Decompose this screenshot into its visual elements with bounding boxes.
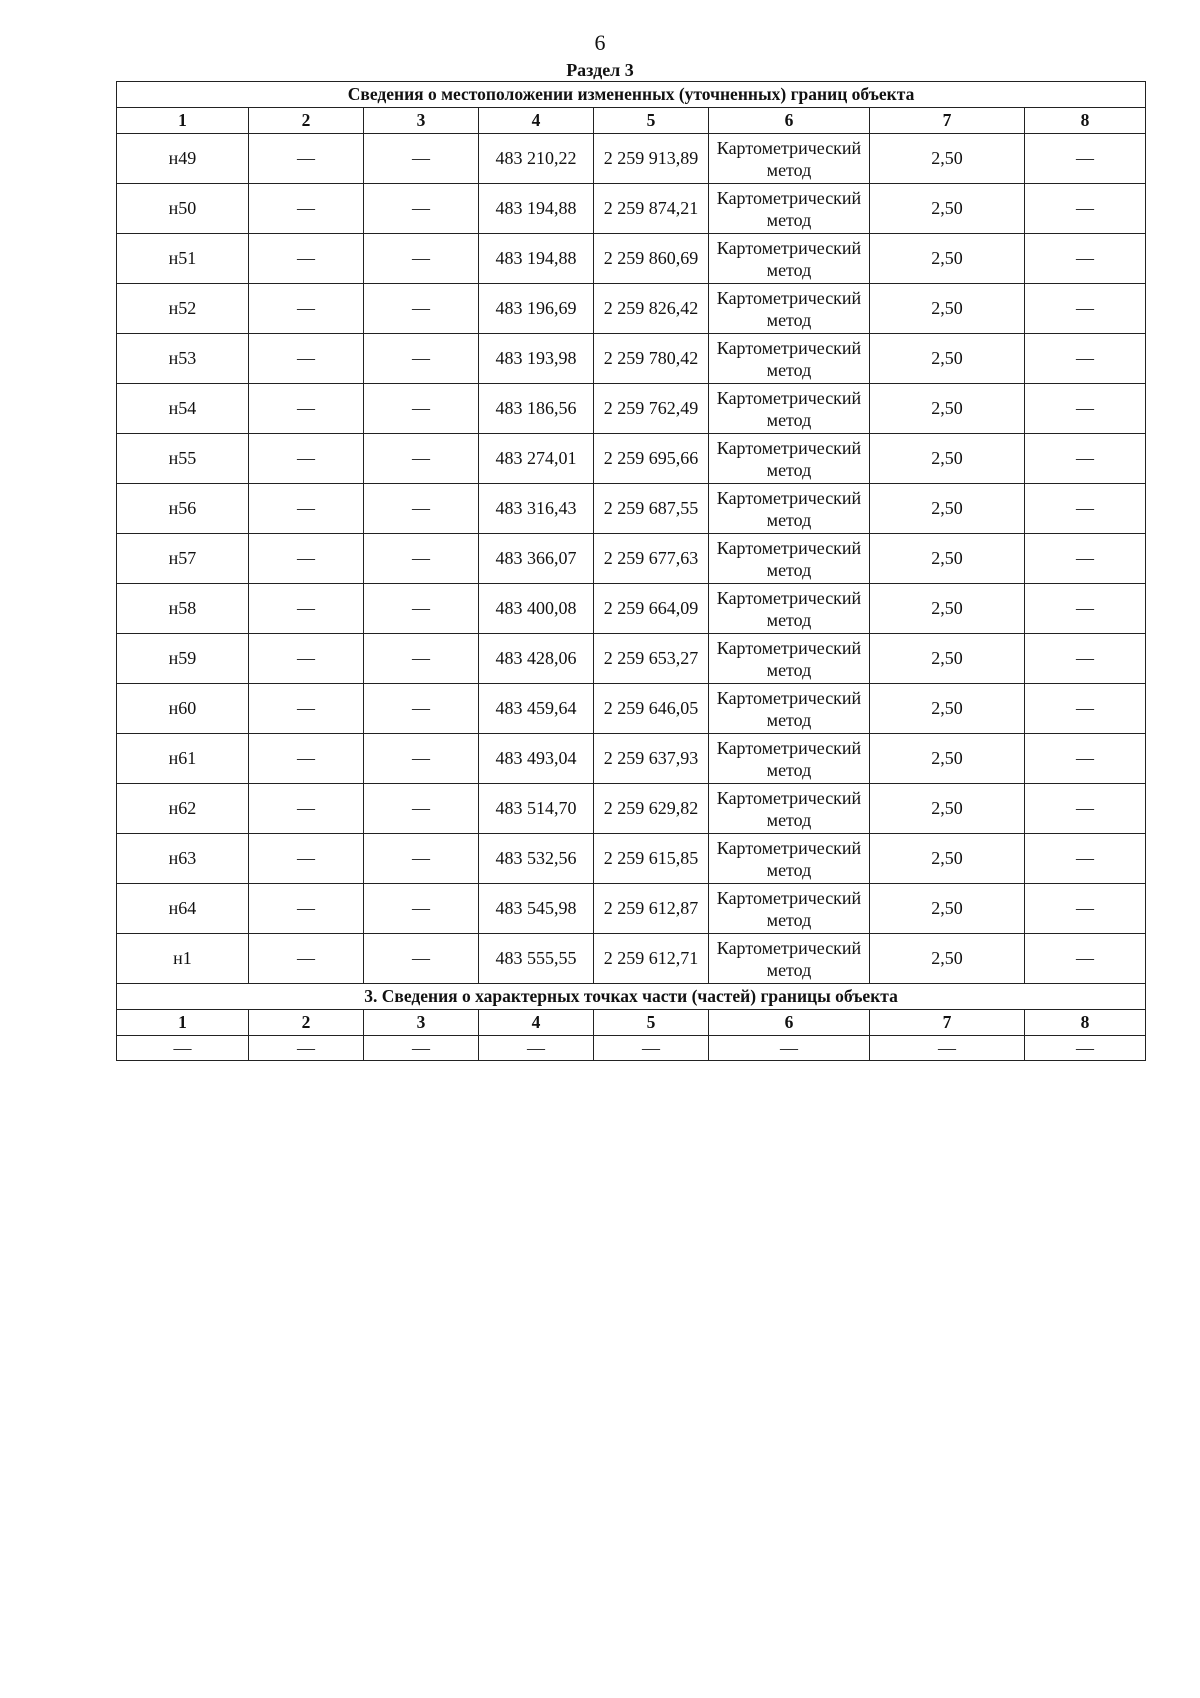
accuracy-cell: 2,50 bbox=[870, 684, 1025, 734]
empty-cell: — bbox=[1025, 1036, 1146, 1061]
y-coordinate-cell: 2 259 615,85 bbox=[594, 834, 709, 884]
column-3-cell: — bbox=[364, 234, 479, 284]
point-number-cell: н49 bbox=[117, 134, 249, 184]
column-number-cell: 6 bbox=[709, 1010, 870, 1036]
column-2-cell: — bbox=[249, 184, 364, 234]
point-number-cell: н1 bbox=[117, 934, 249, 984]
method-cell: Картометрический метод bbox=[709, 384, 870, 434]
x-coordinate-cell: 483 196,69 bbox=[479, 284, 594, 334]
empty-table-row bbox=[117, 1036, 1146, 1061]
point-number-cell: н64 bbox=[117, 884, 249, 934]
point-number-cell: н61 bbox=[117, 734, 249, 784]
table-row bbox=[117, 434, 1146, 484]
y-coordinate-cell: 2 259 637,93 bbox=[594, 734, 709, 784]
point-number-cell: н62 bbox=[117, 784, 249, 834]
method-cell: Картометрический метод bbox=[709, 934, 870, 984]
accuracy-cell: 2,50 bbox=[870, 784, 1025, 834]
y-coordinate-cell: 2 259 780,42 bbox=[594, 334, 709, 384]
point-number-cell: н59 bbox=[117, 634, 249, 684]
y-coordinate-cell: 2 259 677,63 bbox=[594, 534, 709, 584]
method-cell: Картометрический метод bbox=[709, 534, 870, 584]
column-3-cell: — bbox=[364, 184, 479, 234]
column-number-cell: 6 bbox=[709, 108, 870, 134]
method-cell: Картометрический метод bbox=[709, 134, 870, 184]
y-coordinate-cell: 2 259 646,05 bbox=[594, 684, 709, 734]
point-number-cell: н50 bbox=[117, 184, 249, 234]
column-3-cell: — bbox=[364, 884, 479, 934]
column-2-cell: — bbox=[249, 934, 364, 984]
column-3-cell: — bbox=[364, 534, 479, 584]
empty-cell: — bbox=[249, 1036, 364, 1061]
point-number-cell: н58 bbox=[117, 584, 249, 634]
column-number-cell: 3 bbox=[364, 1010, 479, 1036]
column-8-cell: — bbox=[1025, 534, 1146, 584]
accuracy-cell: 2,50 bbox=[870, 534, 1025, 584]
empty-cell: — bbox=[117, 1036, 249, 1061]
column-number-cell: 4 bbox=[479, 108, 594, 134]
column-8-cell: — bbox=[1025, 934, 1146, 984]
method-cell: Картометрический метод bbox=[709, 234, 870, 284]
column-8-cell: — bbox=[1025, 484, 1146, 534]
column-2-cell: — bbox=[249, 434, 364, 484]
point-number-cell: н60 bbox=[117, 684, 249, 734]
column-8-cell: — bbox=[1025, 634, 1146, 684]
y-coordinate-cell: 2 259 664,09 bbox=[594, 584, 709, 634]
boundary-points-table bbox=[116, 81, 1146, 1061]
column-2-cell: — bbox=[249, 384, 364, 434]
method-cell: Картометрический метод bbox=[709, 884, 870, 934]
accuracy-cell: 2,50 bbox=[870, 884, 1025, 934]
column-8-cell: — bbox=[1025, 584, 1146, 634]
method-cell: Картометрический метод bbox=[709, 684, 870, 734]
column-2-cell: — bbox=[249, 634, 364, 684]
y-coordinate-cell: 2 259 653,27 bbox=[594, 634, 709, 684]
y-coordinate-cell: 2 259 687,55 bbox=[594, 484, 709, 534]
x-coordinate-cell: 483 555,55 bbox=[479, 934, 594, 984]
empty-cell: — bbox=[364, 1036, 479, 1061]
empty-cell: — bbox=[594, 1036, 709, 1061]
x-coordinate-cell: 483 194,88 bbox=[479, 234, 594, 284]
x-coordinate-cell: 483 210,22 bbox=[479, 134, 594, 184]
column-8-cell: — bbox=[1025, 134, 1146, 184]
y-coordinate-cell: 2 259 860,69 bbox=[594, 234, 709, 284]
column-8-cell: — bbox=[1025, 784, 1146, 834]
accuracy-cell: 2,50 bbox=[870, 434, 1025, 484]
x-coordinate-cell: 483 514,70 bbox=[479, 784, 594, 834]
column-3-cell: — bbox=[364, 934, 479, 984]
column-8-cell: — bbox=[1025, 234, 1146, 284]
point-number-cell: н52 bbox=[117, 284, 249, 334]
column-8-cell: — bbox=[1025, 434, 1146, 484]
column-number-cell: 2 bbox=[249, 1010, 364, 1036]
column-3-cell: — bbox=[364, 584, 479, 634]
x-coordinate-cell: 483 194,88 bbox=[479, 184, 594, 234]
x-coordinate-cell: 483 532,56 bbox=[479, 834, 594, 884]
column-3-cell: — bbox=[364, 334, 479, 384]
x-coordinate-cell: 483 428,06 bbox=[479, 634, 594, 684]
page-number: 6 bbox=[594, 30, 606, 55]
column-number-row bbox=[117, 1010, 1146, 1036]
point-number-cell: н51 bbox=[117, 234, 249, 284]
empty-cell: — bbox=[870, 1036, 1025, 1061]
table-row bbox=[117, 284, 1146, 334]
section-caption: 3. Сведения о характерных точках части (частей) границы объекта bbox=[117, 984, 1146, 1010]
accuracy-cell: 2,50 bbox=[870, 134, 1025, 184]
column-number-cell: 3 bbox=[364, 108, 479, 134]
column-2-cell: — bbox=[249, 784, 364, 834]
accuracy-cell: 2,50 bbox=[870, 234, 1025, 284]
x-coordinate-cell: 483 400,08 bbox=[479, 584, 594, 634]
method-cell: Картометрический метод bbox=[709, 434, 870, 484]
column-number-cell: 5 bbox=[594, 1010, 709, 1036]
column-number-cell: 5 bbox=[594, 108, 709, 134]
table-row bbox=[117, 884, 1146, 934]
table-body bbox=[117, 82, 1146, 1061]
x-coordinate-cell: 483 316,43 bbox=[479, 484, 594, 534]
column-2-cell: — bbox=[249, 134, 364, 184]
column-8-cell: — bbox=[1025, 884, 1146, 934]
column-8-cell: — bbox=[1025, 834, 1146, 884]
accuracy-cell: 2,50 bbox=[870, 484, 1025, 534]
table-row bbox=[117, 834, 1146, 884]
method-cell: Картометрический метод bbox=[709, 784, 870, 834]
accuracy-cell: 2,50 bbox=[870, 384, 1025, 434]
column-8-cell: — bbox=[1025, 184, 1146, 234]
column-2-cell: — bbox=[249, 234, 364, 284]
column-3-cell: — bbox=[364, 634, 479, 684]
method-cell: Картометрический метод bbox=[709, 834, 870, 884]
column-3-cell: — bbox=[364, 834, 479, 884]
column-3-cell: — bbox=[364, 434, 479, 484]
column-3-cell: — bbox=[364, 784, 479, 834]
accuracy-cell: 2,50 bbox=[870, 184, 1025, 234]
column-8-cell: — bbox=[1025, 734, 1146, 784]
y-coordinate-cell: 2 259 629,82 bbox=[594, 784, 709, 834]
method-cell: Картометрический метод bbox=[709, 634, 870, 684]
column-3-cell: — bbox=[364, 484, 479, 534]
method-cell: Картометрический метод bbox=[709, 284, 870, 334]
point-number-cell: н63 bbox=[117, 834, 249, 884]
section-caption-row bbox=[117, 984, 1146, 1010]
y-coordinate-cell: 2 259 612,87 bbox=[594, 884, 709, 934]
method-cell: Картометрический метод bbox=[709, 734, 870, 784]
column-2-cell: — bbox=[249, 734, 364, 784]
column-2-cell: — bbox=[249, 884, 364, 934]
y-coordinate-cell: 2 259 612,71 bbox=[594, 934, 709, 984]
column-3-cell: — bbox=[364, 384, 479, 434]
y-coordinate-cell: 2 259 913,89 bbox=[594, 134, 709, 184]
column-3-cell: — bbox=[364, 684, 479, 734]
column-2-cell: — bbox=[249, 334, 364, 384]
x-coordinate-cell: 483 193,98 bbox=[479, 334, 594, 384]
empty-cell: — bbox=[709, 1036, 870, 1061]
column-number-cell: 7 bbox=[870, 1010, 1025, 1036]
column-number-cell: 7 bbox=[870, 108, 1025, 134]
table-row bbox=[117, 184, 1146, 234]
table-row bbox=[117, 384, 1146, 434]
method-cell: Картометрический метод bbox=[709, 334, 870, 384]
column-3-cell: — bbox=[364, 734, 479, 784]
table-row bbox=[117, 234, 1146, 284]
point-number-cell: н53 bbox=[117, 334, 249, 384]
table-caption-row bbox=[117, 82, 1146, 108]
accuracy-cell: 2,50 bbox=[870, 834, 1025, 884]
column-number-cell: 8 bbox=[1025, 108, 1146, 134]
accuracy-cell: 2,50 bbox=[870, 734, 1025, 784]
x-coordinate-cell: 483 366,07 bbox=[479, 534, 594, 584]
y-coordinate-cell: 2 259 874,21 bbox=[594, 184, 709, 234]
column-number-cell: 8 bbox=[1025, 1010, 1146, 1036]
table-row bbox=[117, 534, 1146, 584]
column-8-cell: — bbox=[1025, 684, 1146, 734]
column-8-cell: — bbox=[1025, 334, 1146, 384]
table-row bbox=[117, 684, 1146, 734]
table-row bbox=[117, 784, 1146, 834]
x-coordinate-cell: 483 186,56 bbox=[479, 384, 594, 434]
method-cell: Картометрический метод bbox=[709, 484, 870, 534]
column-2-cell: — bbox=[249, 684, 364, 734]
table-row bbox=[117, 934, 1146, 984]
point-number-cell: н56 bbox=[117, 484, 249, 534]
x-coordinate-cell: 483 545,98 bbox=[479, 884, 594, 934]
accuracy-cell: 2,50 bbox=[870, 334, 1025, 384]
column-8-cell: — bbox=[1025, 384, 1146, 434]
column-2-cell: — bbox=[249, 534, 364, 584]
column-number-cell: 2 bbox=[249, 108, 364, 134]
table-row bbox=[117, 484, 1146, 534]
accuracy-cell: 2,50 bbox=[870, 584, 1025, 634]
column-2-cell: — bbox=[249, 584, 364, 634]
column-2-cell: — bbox=[249, 484, 364, 534]
table-caption: Сведения о местоположении измененных (уточненных) границ объекта bbox=[117, 82, 1146, 108]
column-number-row bbox=[117, 108, 1146, 134]
table-row bbox=[117, 134, 1146, 184]
column-2-cell: — bbox=[249, 834, 364, 884]
column-3-cell: — bbox=[364, 134, 479, 184]
x-coordinate-cell: 483 274,01 bbox=[479, 434, 594, 484]
method-cell: Картометрический метод bbox=[709, 584, 870, 634]
y-coordinate-cell: 2 259 826,42 bbox=[594, 284, 709, 334]
column-number-cell: 1 bbox=[117, 1010, 249, 1036]
table-row bbox=[117, 584, 1146, 634]
column-8-cell: — bbox=[1025, 284, 1146, 334]
y-coordinate-cell: 2 259 695,66 bbox=[594, 434, 709, 484]
section-title: Раздел 3 bbox=[566, 60, 634, 80]
y-coordinate-cell: 2 259 762,49 bbox=[594, 384, 709, 434]
table-row bbox=[117, 334, 1146, 384]
column-number-cell: 4 bbox=[479, 1010, 594, 1036]
method-cell: Картометрический метод bbox=[709, 184, 870, 234]
x-coordinate-cell: 483 493,04 bbox=[479, 734, 594, 784]
table-row bbox=[117, 734, 1146, 784]
accuracy-cell: 2,50 bbox=[870, 634, 1025, 684]
column-2-cell: — bbox=[249, 284, 364, 334]
point-number-cell: н54 bbox=[117, 384, 249, 434]
table-row bbox=[117, 634, 1146, 684]
accuracy-cell: 2,50 bbox=[870, 284, 1025, 334]
empty-cell: — bbox=[479, 1036, 594, 1061]
accuracy-cell: 2,50 bbox=[870, 934, 1025, 984]
point-number-cell: н57 bbox=[117, 534, 249, 584]
point-number-cell: н55 bbox=[117, 434, 249, 484]
column-number-cell: 1 bbox=[117, 108, 249, 134]
x-coordinate-cell: 483 459,64 bbox=[479, 684, 594, 734]
column-3-cell: — bbox=[364, 284, 479, 334]
